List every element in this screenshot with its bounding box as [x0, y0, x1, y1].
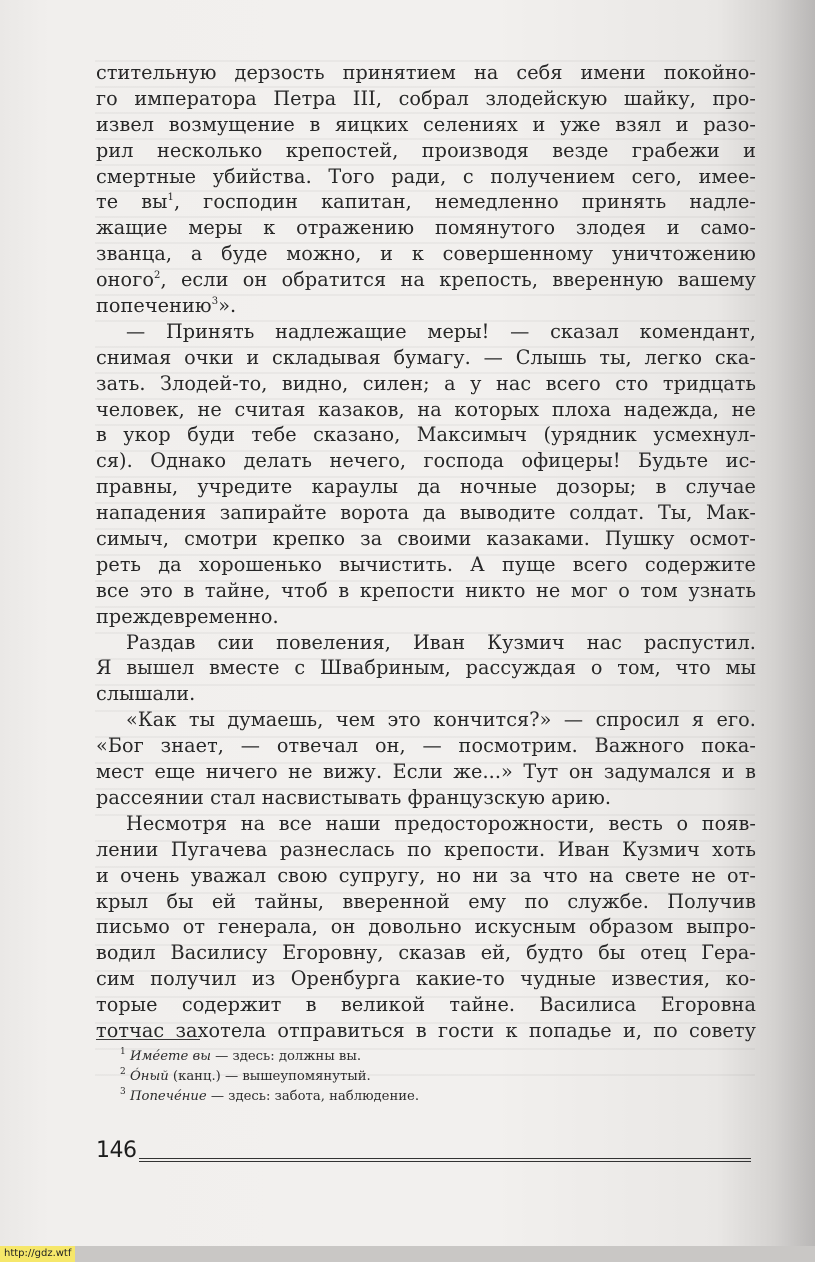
text-line: нападения запирайте ворота да выводите солдат. Ты, Мак- — [96, 501, 756, 525]
page-number: 146 — [96, 1138, 137, 1163]
text-line: снимая очки и складывая бумагу. — Слышь ты, легко ска- — [96, 345, 756, 369]
text-line: ся). Однако делать нечего, господа офицеры! Будьте ис- — [96, 449, 756, 473]
text-line: мест еще ничего не вижу. Если же...» Тут он задумался и в — [96, 760, 756, 784]
text-line: в укор буди тебе сказано, Максимыч (урядник усмехнул- — [96, 423, 756, 447]
text-fragment: , господин капитан, немедленно принять надле- — [173, 190, 756, 214]
text-line: го императора Петра III, собрал злодейскую шайку, про- — [96, 86, 756, 110]
footnote — [120, 1087, 730, 1107]
text-line: и очень уважал свою супругу, но ни за что на свете не от- — [96, 863, 756, 887]
text-line: водил Василису Егоровну, сказав ей, будто бы отец Гера- — [96, 941, 756, 965]
text-line — [96, 293, 756, 319]
footnote — [120, 1067, 730, 1087]
text-line: «Как ты думаешь, чем это кончится?» — спросил я его. — [126, 708, 756, 732]
text-line: реть да хорошенько вычистить. А пуще всего содержите — [96, 552, 756, 576]
text-line: слышали. — [96, 682, 196, 706]
footnote-term: Имéете вы — [130, 1049, 211, 1064]
text-line: Я вышел вместе с Швабриным, рассуждая о том, что мы — [96, 656, 756, 680]
text-fragment: , если он обратится на крепость, вверенную вашему — [160, 268, 756, 292]
watermark: http://gdz.wtf — [0, 1246, 75, 1262]
footnote-text: (канц.) — вышеупомянутый. — [168, 1069, 371, 1084]
text-line: стительную дерзость принятием на себя имени покойно- — [96, 61, 756, 84]
page-footer-rule — [139, 1158, 751, 1162]
footnote-number: 3 — [120, 1087, 126, 1097]
text-line: званца, а буде можно, и к совершенному уничтожению — [96, 242, 756, 266]
footnote — [120, 1047, 730, 1067]
text-line: смертные убийства. Того ради, с получением сего, имее- — [96, 164, 756, 188]
text-fragment: попечению — [96, 294, 212, 318]
text-line: Раздав сии повеления, Иван Кузмич нас распустил. — [126, 630, 756, 654]
text-line: Несмотря на все наши предосторожности, весть о появ- — [126, 811, 756, 835]
footnote-text: — здесь: забота, наблюдение. — [206, 1089, 420, 1104]
text-line: все это в тайне, чтоб в крепости никто не мог о том узнать — [96, 578, 756, 602]
text-line — [96, 189, 756, 215]
footnote-term: Óный — [130, 1069, 169, 1084]
text-line: человек, не считая казаков, на которых плоха надежда, не — [96, 397, 756, 421]
text-line: сим получил из Оренбурга какие-то чудные известия, ко- — [96, 967, 756, 991]
footnote-mark: 1 — [167, 192, 174, 204]
text-fragment: те вы — [96, 190, 168, 214]
text-line: крыл бы ей тайны, вверенной ему по службе. Получив — [96, 889, 756, 913]
text-line: «Бог знает, — отвечал он, — посмотрим. Важного пока- — [96, 734, 756, 758]
text-line: рил несколько крепостей, производя везде грабежи и — [96, 138, 756, 162]
footnote-term: Попечéние — [130, 1089, 207, 1104]
text-line: извел возмущение в яицких селениях и уже взял и разо- — [96, 112, 756, 136]
text-fragment: оного — [96, 268, 154, 292]
main-text — [96, 60, 756, 1044]
text-line: лении Пугачева разнеслась по крепости. Иван Кузмич хоть — [96, 837, 756, 861]
text-line: правны, учредите караулы да ночные дозоры; в случае — [96, 475, 756, 499]
text-line: зать. Злодей-то, видно, силен; а у нас всего сто тридцать — [96, 371, 756, 395]
footnote-separator — [96, 1039, 200, 1040]
text-line: жащие меры к отражению помянутого злодея и само- — [96, 216, 756, 240]
text-line: торые содержит в великой тайне. Василиса Егоровна — [96, 993, 756, 1017]
text-line: — Принять надлежащие меры! — сказал комендант, — [126, 319, 756, 343]
text-line: рассеянии стал насвистывать французскую арию. — [96, 785, 612, 809]
text-line — [96, 267, 756, 293]
text-line: преждевременно. — [96, 604, 279, 628]
text-line: симыч, смотри крепко за своими казаками. Пушку осмот- — [96, 527, 756, 551]
footnote-number: 2 — [120, 1067, 126, 1077]
footnote-text: — здесь: должны вы. — [210, 1049, 362, 1064]
footnote-mark: 3 — [211, 296, 219, 308]
text-line: письмо от генерала, он довольно искусным образом выпро- — [96, 915, 756, 939]
text-line: тотчас захотела отправиться в гости к попадье и, по совету — [96, 1018, 756, 1042]
footnotes — [120, 1047, 730, 1107]
text-fragment: ». — [218, 294, 237, 318]
footnote-mark: 2 — [154, 270, 161, 282]
footnote-number: 1 — [120, 1047, 126, 1057]
